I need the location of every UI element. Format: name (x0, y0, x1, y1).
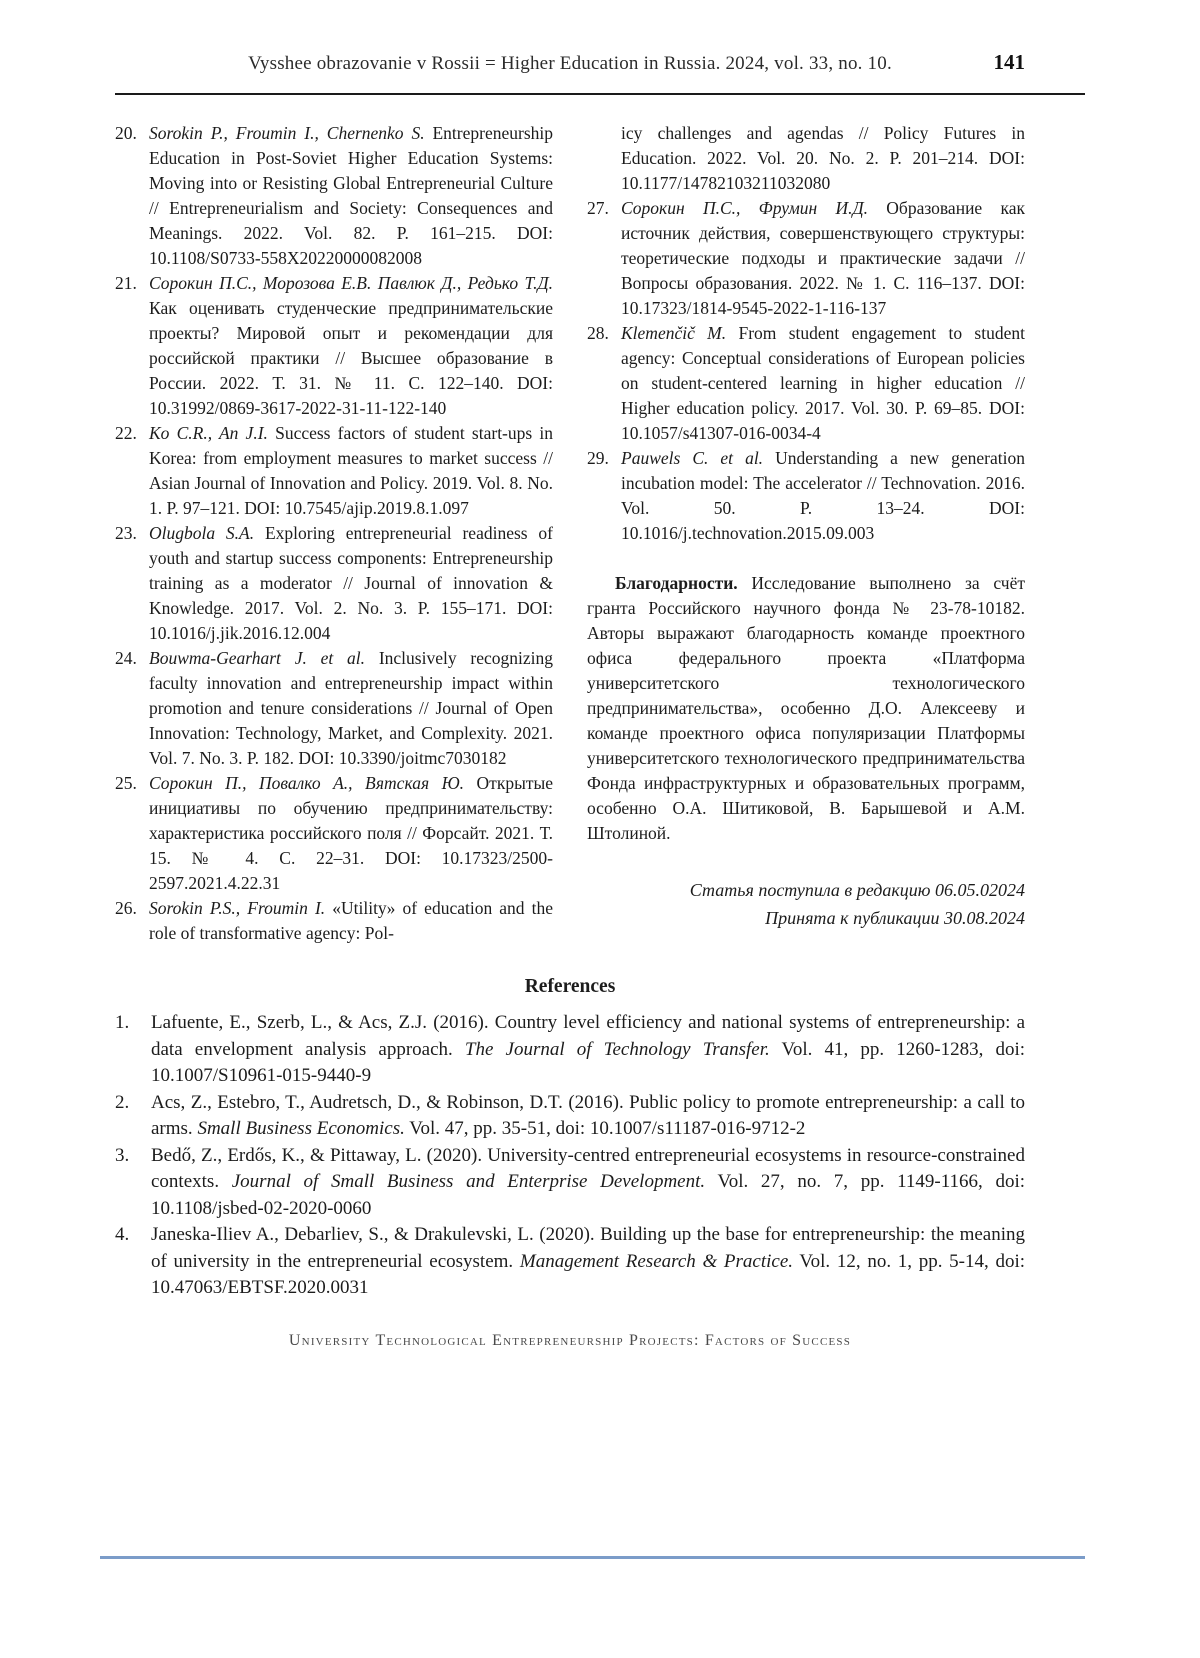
reference-text (621, 198, 1025, 318)
received-date: Статья поступила в редакцию 06.05.02024 (689, 880, 1025, 900)
plain-text: Открытые инициативы по обучению предпринимательству: характеристика российского поля // Форсайт. 2021. Т. 15. № 4. С. 22–31. DOI: 10.17323/2500-2597.2021.4.22.31 (149, 773, 553, 893)
plain-text: Entrepreneurship Education in Post-Soviet Higher Education Systems: Moving into or Resisting Global Entrepreneurial Culture // Entrepreneurialism and Society: Consequences and Meanings. 2022. Vol. 82. P. 161–215. DOI: 10.1108/S0733-558X20220000082008 (149, 123, 554, 268)
reference-text (151, 1092, 1025, 1140)
italic-text: Klemenčič M. (621, 323, 727, 343)
reference-item (115, 1090, 1025, 1143)
journal-title: Vysshee obrazovanie v Rossii = Higher Education in Russia. 2024, vol. 33, no. 10. (248, 53, 892, 74)
page-header (115, 50, 1025, 82)
plain-text: Lafuente, E., Szerb, L., & Acs, Z.J. (2016). Country level efficiency and national systems of entrepreneurship: a data envelopment analysis approach. (151, 1012, 1025, 1060)
plain-text: Vol. 47, pp. 35-51, doi: 10.1007/s11187-016-9712-2 (404, 1118, 806, 1139)
reference-item (115, 521, 553, 646)
left-column (115, 121, 553, 946)
plain-text: Как оценивать студенческие предпринимательские проекты? Мировой опыт и рекомендации для российской практики // Высшее образование в России. 2022. Т. 31. № 11. С. 122–140. DOI: 10.31992/0869-3617-2022-31-11-122-140 (149, 298, 553, 418)
reference-number: 1. (115, 1012, 130, 1033)
reference-item (115, 646, 553, 771)
reference-item (115, 771, 553, 896)
submission-dates (587, 876, 1025, 932)
reference-text (621, 448, 1025, 543)
italic-text: Sorokin P.S., Froumin I. (149, 898, 326, 918)
header-rule (115, 93, 1085, 95)
reference-number: 28. (587, 323, 609, 343)
reference-number: 20. (115, 123, 137, 143)
reference-text (149, 898, 553, 943)
plain-text: From student engagement to student agency: Conceptual considerations of European policies on student-centered learning in higher education // Higher education policy. 2017. Vol. 30. P. 69–85. DOI: 10.1057/s41307-016-0034-4 (621, 323, 1025, 443)
bibliography-columns (115, 121, 1025, 946)
reference-item (587, 196, 1025, 321)
reference-item (115, 1143, 1025, 1223)
reference-item (587, 321, 1025, 446)
reference-text (151, 1145, 1025, 1219)
italic-text: The Journal of Technology Transfer. (464, 1038, 770, 1060)
plain-text: icy challenges and agendas // Policy Futures in Education. 2022. Vol. 20. No. 2. P. 201–214. DOI: 10.1177/14782103211032080 (621, 123, 1025, 193)
reference-number: 25. (115, 773, 137, 793)
bibliography-right-list (587, 196, 1025, 546)
reference-item (115, 121, 553, 271)
reference-text (151, 1012, 1025, 1086)
plain-text: Vol. 12, no. 1, pp. 5-14, doi: 10.47063/EBTSF.2020.0031 (151, 1250, 1025, 1298)
reference-item (115, 421, 553, 521)
right-column (587, 121, 1025, 946)
reference-text (621, 323, 1025, 443)
plain-text: Exploring entrepreneurial readiness of youth and startup success components: Entrepreneurship training as a moderator // Journal of innovation & Knowledge. 2017. Vol. 2. No. 3. P. 155–171. DOI: 10.1016/j.jik.2016.12.004 (149, 523, 553, 643)
italic-text: Bouwma-Gearhart J. et al. (149, 648, 366, 668)
plain-text: Inclusively recognizing faculty innovation and entrepreneurship impact within promotion and tenure considerations // Journal of Open Innovation: Technology, Market, and Complexity. 2021. Vol. 7. No. 3. P. 182. DOI: 10.3390/joitmc7030182 (149, 648, 553, 768)
reference-number: 23. (115, 523, 137, 543)
italic-text: Pauwels C. et al. (621, 448, 764, 468)
reference-number: 22. (115, 423, 137, 443)
references-heading: References (524, 976, 616, 997)
reference-text (149, 273, 553, 418)
reference-text (151, 1224, 1025, 1298)
page-number: 141 (993, 50, 1025, 74)
italic-text: Сорокин П.С., Морозова Е.В. Павлюк Д., Редько Т.Д. (149, 273, 553, 293)
reference-text (149, 423, 553, 518)
plain-text: Janeska-Iliev A., Debarliev, S., & Drakulevski, L. (2020). Building up the base for entrepreneurship: the meaning of university in the entrepreneurial ecosystem. (151, 1224, 1025, 1272)
plain-text: «Utility» of education and the role of transformative agency: Pol- (149, 898, 554, 943)
italic-text: Сорокин П.С., Фрумин И.Д. (621, 198, 868, 218)
reference-text (149, 123, 553, 268)
reference-number: 26. (115, 898, 137, 918)
italic-text: Management Research & Practice. (519, 1250, 794, 1272)
bold-text: Благодарности. (615, 573, 752, 593)
reference-number: 27. (587, 198, 609, 218)
plain-text: Vol. 27, no. 7, pp. 1149-1166, doi: 10.1108/jsbed-02-2020-0060 (151, 1171, 1026, 1219)
bibliography-left-list (115, 121, 553, 946)
reference-text (149, 648, 553, 768)
plain-text: Acs, Z., Estebro, T., Audretsch, D., & Robinson, D.T. (2016). Public policy to promote entrepreneurship: a call to arms. (151, 1091, 1025, 1139)
italic-text: Sorokin P., Froumin I., Chernenko S. (149, 123, 425, 143)
bottom-divider (100, 1556, 1085, 1559)
reference-item (115, 896, 553, 946)
reference-number: 3. (115, 1144, 130, 1166)
plain-text: Исследование выполнено за счёт гранта Российского научного фонда № 23-78-10182. Авторы выражают благодарность команде проектного офиса федерального проекта «Платформа университетского технологического предпринимательства», особенно Д.О. Алексееву и команде проектного офиса популяризации Платформы университетского технологического предпринимательства Фонда инфраструктурных и образовательных программ, особенно О.А. Шитиковой, В. Барышевой и А.М. Штолиной. (587, 573, 1025, 843)
plain-text: Success factors of student start-ups in Korea: from employment measures to market success // Asian Journal of Innovation and Policy. 2019. Vol. 8. No. 1. P. 97–121. DOI: 10.7545/ajip.2019.8.1.097 (149, 423, 553, 518)
accepted-date: Принята к публикации 30.08.2024 (765, 908, 1025, 928)
reference-continuation (587, 121, 1025, 196)
italic-text: Journal of Small Business and Enterprise Development. (231, 1171, 706, 1192)
reference-number: 21. (115, 273, 137, 293)
italic-text: Small Business Economics. (197, 1118, 405, 1139)
reference-item (115, 1010, 1025, 1090)
reference-number: 29. (587, 448, 609, 468)
plain-text: Vol. 41, pp. 1260-1283, doi: 10.1007/S10961-015-9440-9 (151, 1038, 1026, 1086)
italic-text: Ko C.R., An J.I. (149, 423, 268, 443)
reference-item (587, 446, 1025, 546)
reference-item (115, 1222, 1025, 1302)
plain-text: Bedő, Z., Erdős, K., & Pittaway, L. (2020). University-centred entrepreneurial ecosystems in resource-constrained contexts. (151, 1144, 1025, 1192)
references-list (115, 1010, 1025, 1302)
plain-text: Understanding a new generation incubation model: The accelerator // Technovation. 2016. Vol. 50. P. 13–24. DOI: 10.1016/j.technovation.2015.09.003 (621, 448, 1025, 543)
italic-text: Сорокин П., Повалко А., Вятская Ю. (149, 773, 465, 793)
reference-item (115, 271, 553, 421)
reference-number: 4. (115, 1224, 130, 1245)
italic-text: Olugbola S.A. (149, 523, 255, 543)
reference-text (149, 523, 553, 643)
reference-number: 24. (115, 648, 137, 668)
running-title: University Technological Entrepreneurship Projects: Factors of Success (288, 1331, 852, 1349)
plain-text: Образование как источник действия, совершенствующего структуры: теоретические подходы и практические задачи // Вопросы образования. 2022. № 1. С. 116–137. DOI: 10.17323/1814-9545-2022-1-116-137 (621, 198, 1025, 318)
reference-number: 2. (115, 1091, 130, 1113)
acknowledgments-paragraph (587, 571, 1025, 846)
reference-text (149, 773, 553, 893)
